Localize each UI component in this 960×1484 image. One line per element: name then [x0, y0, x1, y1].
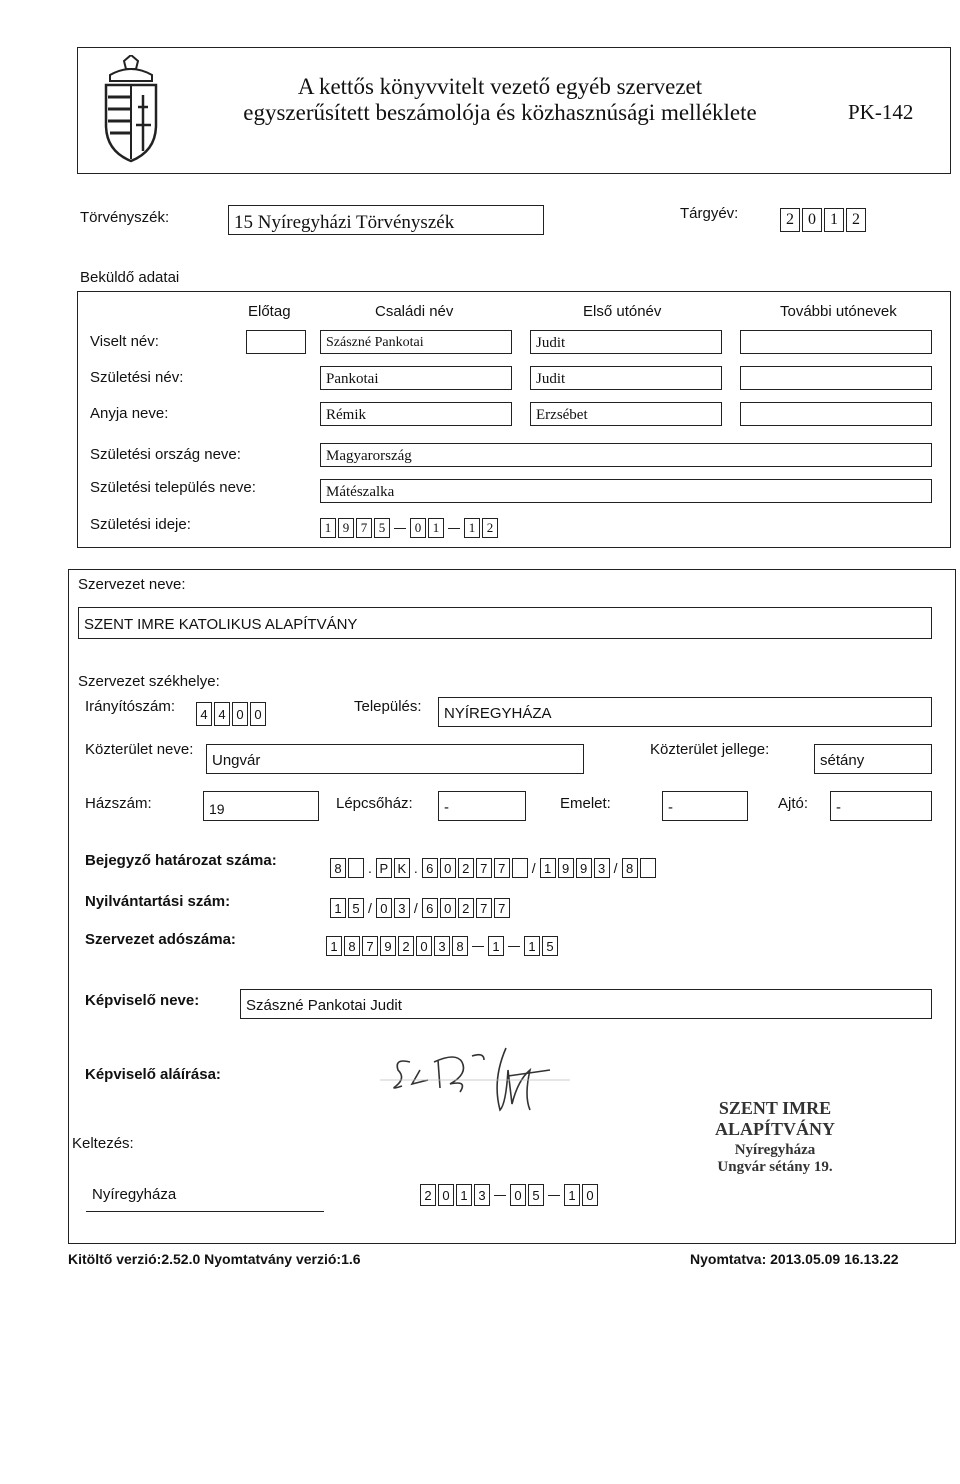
- year-digit[interactable]: 1: [824, 208, 844, 232]
- court-field[interactable]: 15 Nyíregyházi Törvényszék: [228, 205, 544, 235]
- col-prefix: Előtag: [248, 303, 291, 320]
- dating-year-digit[interactable]: 2: [420, 1184, 436, 1206]
- org-name-label: Szervezet neve:: [78, 576, 186, 593]
- zip-digit[interactable]: 0: [250, 702, 266, 726]
- record-char[interactable]: 1: [330, 898, 346, 918]
- decision-dot: .: [368, 860, 372, 876]
- dating-month-digit[interactable]: 5: [528, 1184, 544, 1206]
- birth-date-cells[interactable]: [320, 518, 498, 538]
- rep-signature-label: Képviselő aláírása:: [85, 1066, 221, 1083]
- door-label: Ajtó:: [778, 795, 809, 812]
- decision-char[interactable]: 0: [440, 858, 456, 878]
- handwritten-signature: [380, 1040, 580, 1120]
- stamp-line2: ALAPÍTVÁNY: [714, 1119, 835, 1139]
- stair-field[interactable]: -: [438, 791, 526, 821]
- tax-dash: [508, 946, 520, 947]
- dating-day-digit[interactable]: 0: [582, 1184, 598, 1206]
- record-char[interactable]: 3: [394, 898, 410, 918]
- date-dash: [494, 1195, 506, 1196]
- tax-digit[interactable]: 0: [416, 936, 432, 956]
- sender-section-label: Beküldő adatai: [80, 269, 180, 286]
- birth-country-label: Születési ország neve:: [90, 446, 241, 463]
- form-title-line2: egyszerűsített beszámolója és közhasznúsági melléklete: [243, 100, 757, 125]
- decision-char[interactable]: 3: [594, 858, 610, 878]
- birth-day-digit[interactable]: 2: [482, 518, 498, 538]
- decision-cells[interactable]: [330, 858, 656, 878]
- street-label: Közterület neve:: [85, 741, 194, 758]
- birth-year-digit[interactable]: 7: [356, 518, 372, 538]
- dating-date-cells[interactable]: [420, 1184, 598, 1206]
- decision-char[interactable]: K: [394, 858, 410, 878]
- mother-name-label: Anyja neve:: [90, 405, 169, 422]
- door-field[interactable]: -: [830, 791, 932, 821]
- tax-label: Szervezet adószáma:: [85, 931, 236, 948]
- decision-char[interactable]: 8: [330, 858, 346, 878]
- mother-family-field[interactable]: Rémik: [320, 402, 512, 426]
- record-cells[interactable]: [330, 898, 510, 918]
- decision-char[interactable]: 9: [576, 858, 592, 878]
- decision-char[interactable]: 8: [622, 858, 638, 878]
- dating-month-digit[interactable]: 0: [510, 1184, 526, 1206]
- birth-month-digit[interactable]: 0: [410, 518, 426, 538]
- coat-of-arms-icon: [96, 55, 166, 163]
- street-field[interactable]: Ungvár: [206, 744, 584, 774]
- mother-first-field[interactable]: Erzsébet: [530, 402, 722, 426]
- stair-label: Lépcsőház:: [336, 795, 413, 812]
- tax-digit[interactable]: 2: [398, 936, 414, 956]
- tax-digit[interactable]: 1: [326, 936, 342, 956]
- mother-other-field[interactable]: [740, 402, 932, 426]
- zip-digit[interactable]: 4: [196, 702, 212, 726]
- date-dash: [448, 528, 460, 529]
- birth-year-digit[interactable]: 9: [338, 518, 354, 538]
- org-seat-label: Szervezet székhelye:: [78, 673, 220, 690]
- tax-digit[interactable]: 1: [524, 936, 540, 956]
- birth-city-label: Születési település neve:: [90, 479, 256, 496]
- tax-digit[interactable]: 1: [488, 936, 504, 956]
- zip-digit[interactable]: 4: [214, 702, 230, 726]
- col-other: További utónevek: [780, 303, 897, 320]
- decision-slash: /: [613, 860, 618, 876]
- decision-char[interactable]: 9: [558, 858, 574, 878]
- record-slash: /: [413, 900, 418, 916]
- dating-year-digit[interactable]: 0: [438, 1184, 454, 1206]
- birth-year-digit[interactable]: 1: [320, 518, 336, 538]
- year-digit[interactable]: 0: [802, 208, 822, 232]
- decision-char[interactable]: 1: [540, 858, 556, 878]
- date-dash: [394, 528, 406, 529]
- birth-family-field[interactable]: Pankotai: [320, 366, 512, 390]
- year-digit[interactable]: 2: [846, 208, 866, 232]
- rep-name-field[interactable]: Szászné Pankotai Judit: [240, 989, 932, 1019]
- name-prefix-field[interactable]: [246, 330, 306, 354]
- name-family-field[interactable]: Szászné Pankotai: [320, 330, 512, 354]
- birth-month-digit[interactable]: 1: [428, 518, 444, 538]
- house-field[interactable]: 19: [203, 791, 319, 821]
- decision-char[interactable]: 7: [494, 858, 510, 878]
- decision-label: Bejegyző határozat száma:: [85, 852, 277, 869]
- stamp-line1: SZENT IMRE: [718, 1098, 832, 1118]
- col-family: Családi név: [375, 303, 454, 320]
- decision-slash: /: [531, 860, 536, 876]
- date-dash: [548, 1195, 560, 1196]
- decision-char[interactable]: 2: [458, 858, 474, 878]
- org-stamp: [680, 1098, 870, 1176]
- decision-dot: .: [413, 860, 418, 876]
- year-digit[interactable]: 2: [780, 208, 800, 232]
- street-type-field[interactable]: sétány: [814, 744, 932, 774]
- tax-digit[interactable]: 7: [362, 936, 378, 956]
- dating-year-digit[interactable]: 3: [474, 1184, 490, 1206]
- decision-char[interactable]: 7: [476, 858, 492, 878]
- year-cells[interactable]: [780, 208, 866, 232]
- decision-char[interactable]: P: [376, 858, 392, 878]
- col-first: Első utónév: [583, 303, 662, 320]
- year-label: Tárgyév:: [680, 205, 739, 222]
- city-label: Település:: [354, 698, 422, 715]
- birth-name-label: Születési név:: [90, 369, 184, 386]
- org-name-field[interactable]: SZENT IMRE KATOLIKUS ALAPÍTVÁNY: [78, 607, 932, 639]
- birth-other-field[interactable]: [740, 366, 932, 390]
- tax-digit[interactable]: 3: [434, 936, 450, 956]
- dating-place[interactable]: Nyíregyháza: [92, 1186, 177, 1203]
- court-label: Törvényszék:: [80, 209, 170, 226]
- name-label: Viselt név:: [90, 333, 159, 350]
- record-char[interactable]: 5: [348, 898, 364, 918]
- birth-city-field[interactable]: Mátészalka: [320, 479, 932, 503]
- record-slash: /: [368, 900, 372, 916]
- birth-date-label: Születési ideje:: [90, 516, 191, 533]
- tax-digit[interactable]: 8: [452, 936, 468, 956]
- record-char[interactable]: 2: [458, 898, 474, 918]
- birth-year-digit[interactable]: 5: [374, 518, 390, 538]
- house-label: Házszám:: [85, 795, 152, 812]
- dating-year-digit[interactable]: 1: [456, 1184, 472, 1206]
- stamp-line3: Nyíregyháza: [734, 1142, 816, 1158]
- city-field[interactable]: NYÍREGYHÁZA: [438, 697, 932, 727]
- street-type-label: Közterület jellege:: [650, 741, 770, 758]
- decision-char[interactable]: [512, 858, 528, 878]
- record-char[interactable]: 0: [376, 898, 392, 918]
- tax-digit[interactable]: 9: [380, 936, 396, 956]
- name-other-field[interactable]: [740, 330, 932, 354]
- footer-printed: Nyomtatva: 2013.05.09 16.13.22: [690, 1251, 899, 1267]
- zip-label: Irányítószám:: [85, 698, 176, 715]
- form-title-line1: A kettős könyvvitelt vezető egyéb szervezet: [297, 74, 703, 99]
- tax-digit[interactable]: 8: [344, 936, 360, 956]
- record-char[interactable]: 7: [494, 898, 510, 918]
- record-char[interactable]: 7: [476, 898, 492, 918]
- floor-field[interactable]: -: [662, 791, 748, 821]
- birth-country-field[interactable]: Magyarország: [320, 443, 932, 467]
- tax-digit[interactable]: 5: [542, 936, 558, 956]
- record-char[interactable]: 6: [422, 898, 438, 918]
- birth-first-field[interactable]: Judit: [530, 366, 722, 390]
- record-char[interactable]: 0: [440, 898, 456, 918]
- birth-day-digit[interactable]: 1: [464, 518, 480, 538]
- record-label: Nyilvántartási szám:: [85, 893, 231, 910]
- footer-version: Kitöltő verzió:2.52.0 Nyomtatvány verzió:1.6: [68, 1251, 361, 1267]
- floor-label: Emelet:: [560, 795, 611, 812]
- zip-digit[interactable]: 0: [232, 702, 248, 726]
- zip-cells[interactable]: [196, 702, 266, 726]
- rep-name-label: Képviselő neve:: [85, 992, 200, 1009]
- decision-char[interactable]: [640, 858, 656, 878]
- decision-char[interactable]: [348, 858, 364, 878]
- dating-label: Keltezés:: [72, 1135, 134, 1152]
- decision-char[interactable]: 6: [422, 858, 438, 878]
- form-code: PK-142: [848, 100, 914, 124]
- dating-place-underline: [86, 1211, 324, 1212]
- name-first-field[interactable]: Judit: [530, 330, 722, 354]
- dating-day-digit[interactable]: 1: [564, 1184, 580, 1206]
- stamp-line4: Ungvár sétány 19.: [717, 1159, 833, 1175]
- tax-dash: [472, 946, 484, 947]
- tax-cells[interactable]: [326, 936, 558, 956]
